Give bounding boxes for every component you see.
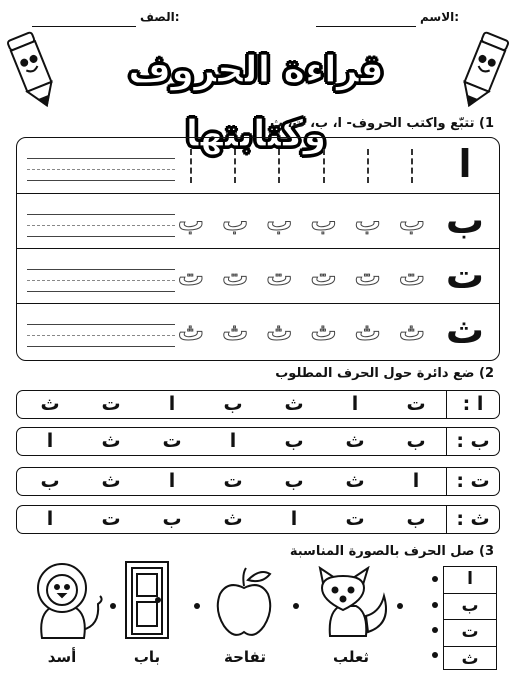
page-title: قراءة الحروف وكتابتها — [128, 48, 384, 155]
choice-letter[interactable]: ا — [46, 430, 54, 452]
match-letter[interactable]: ث — [444, 646, 496, 673]
trace-letter: ب — [177, 206, 205, 237]
trace-guides[interactable] — [174, 138, 429, 193]
choice-letter[interactable]: ث — [284, 393, 304, 415]
match-dot[interactable] — [432, 627, 438, 633]
picture-label-apple: تفاحة — [224, 648, 266, 666]
trace-guides[interactable] — [174, 304, 429, 359]
target-letter: ث : — [446, 506, 499, 533]
match-dot[interactable] — [293, 603, 299, 609]
trace-letter: ث — [222, 316, 249, 347]
target-letter: ت : — [446, 468, 499, 495]
choice-letter[interactable]: ت — [406, 393, 426, 415]
choice-letter[interactable]: ا — [168, 393, 176, 415]
trace-letter: ت — [177, 261, 205, 292]
choice-letter[interactable]: ا — [46, 508, 54, 530]
trace-letter: ت — [310, 261, 337, 292]
trace-letter: ب — [266, 206, 293, 237]
picture-label-fox: ثعلب — [332, 648, 370, 666]
choice-letter[interactable]: ت — [101, 508, 121, 530]
writing-lines[interactable] — [27, 314, 175, 347]
trace-letter: ب — [222, 206, 249, 237]
choice-letter[interactable]: ا — [168, 470, 176, 492]
choice-letter[interactable]: ب — [223, 393, 243, 415]
writing-lines[interactable] — [27, 259, 175, 292]
trace-row-alif — [17, 138, 499, 193]
choice-letter[interactable]: ب — [40, 470, 60, 492]
class-label: الصف: — [140, 10, 180, 24]
circle-row-ba — [16, 427, 500, 456]
match-dot[interactable] — [432, 602, 438, 608]
circle-row-alif — [16, 390, 500, 419]
choice-letter[interactable]: ب — [406, 508, 426, 530]
trace-letter: ب — [398, 206, 425, 237]
lion-icon — [24, 560, 104, 642]
choice-letter[interactable]: ب — [284, 470, 304, 492]
choice-letter[interactable]: ت — [162, 430, 182, 452]
apple-icon — [212, 566, 276, 640]
trace-row-ta — [17, 248, 499, 304]
target-letter: ب : — [446, 428, 499, 455]
circle-row-tha — [16, 505, 500, 534]
trace-letter: ب — [310, 206, 337, 237]
trace-letter: ث — [398, 316, 425, 347]
row-letter: ث — [445, 308, 485, 352]
choice-letter[interactable]: ث — [345, 430, 365, 452]
choice-letter[interactable]: ث — [101, 430, 121, 452]
choice-letter[interactable]: ت — [101, 393, 121, 415]
choice-letter[interactable]: ب — [284, 430, 304, 452]
trace-letter: ت — [266, 261, 293, 292]
trace-letter: ث — [310, 316, 337, 347]
writing-lines[interactable] — [27, 148, 175, 181]
match-letters-column — [443, 566, 497, 670]
match-dot[interactable] — [194, 603, 200, 609]
row-letter: ب — [445, 198, 485, 242]
pencil-mascot-left-icon — [6, 28, 60, 114]
match-letter[interactable]: ب — [444, 593, 496, 620]
fox-icon — [310, 566, 394, 642]
writing-lines[interactable] — [27, 204, 175, 237]
trace-letter: ث — [177, 316, 205, 347]
section-3-title: 3) صل الحرف بالصورة المناسبة — [289, 544, 494, 559]
choice-letter[interactable]: ا — [412, 470, 420, 492]
picture-label-lion: أسد — [47, 648, 77, 666]
choice-letter[interactable]: ا — [351, 393, 359, 415]
choice-letter[interactable]: ت — [345, 508, 365, 530]
match-letter[interactable]: ا — [467, 569, 473, 589]
choice-letter[interactable]: ا — [290, 508, 298, 530]
name-field-line[interactable] — [316, 12, 416, 27]
match-letter[interactable]: ت — [444, 619, 496, 646]
choice-letter[interactable]: ث — [101, 470, 121, 492]
section-2-title: 2) ضع دائرة حول الحرف المطلوب — [275, 366, 494, 381]
trace-letter: ت — [222, 261, 249, 292]
trace-letter: ث — [266, 316, 293, 347]
match-dot[interactable] — [397, 603, 403, 609]
choice-letter[interactable]: ا — [229, 430, 237, 452]
match-dot[interactable] — [432, 652, 438, 658]
class-field-line[interactable] — [32, 12, 136, 27]
choice-letter[interactable]: ث — [40, 393, 60, 415]
trace-row-tha — [17, 303, 499, 359]
choice-letter[interactable]: ت — [223, 470, 243, 492]
row-letter: ت — [445, 253, 485, 297]
row-letter: ا — [458, 142, 472, 186]
picture-label-door: باب — [133, 648, 161, 666]
target-letter: ا : — [446, 391, 499, 418]
choice-letter[interactable]: ب — [162, 508, 182, 530]
trace-row-ba — [17, 193, 499, 249]
trace-guides[interactable] — [174, 249, 429, 304]
pencil-mascot-right-icon — [456, 28, 510, 114]
trace-letter: ت — [354, 261, 381, 292]
match-dot[interactable] — [110, 603, 116, 609]
trace-letter: ت — [398, 261, 425, 292]
door-icon — [124, 560, 170, 640]
choice-letter[interactable]: ث — [223, 508, 243, 530]
match-dot[interactable] — [432, 576, 438, 582]
trace-letter: ب — [354, 206, 381, 237]
tracing-table — [16, 137, 500, 361]
trace-guides[interactable] — [174, 194, 429, 249]
section-1-title: 1) تتبّع واكتب الحروف- ا، ب، ت، ث — [269, 116, 494, 131]
trace-letter: ث — [354, 316, 381, 347]
choice-letter[interactable]: ب — [406, 430, 426, 452]
choice-letter[interactable]: ث — [345, 470, 365, 492]
name-label: الاسم: — [420, 10, 460, 24]
circle-row-ta — [16, 467, 500, 496]
